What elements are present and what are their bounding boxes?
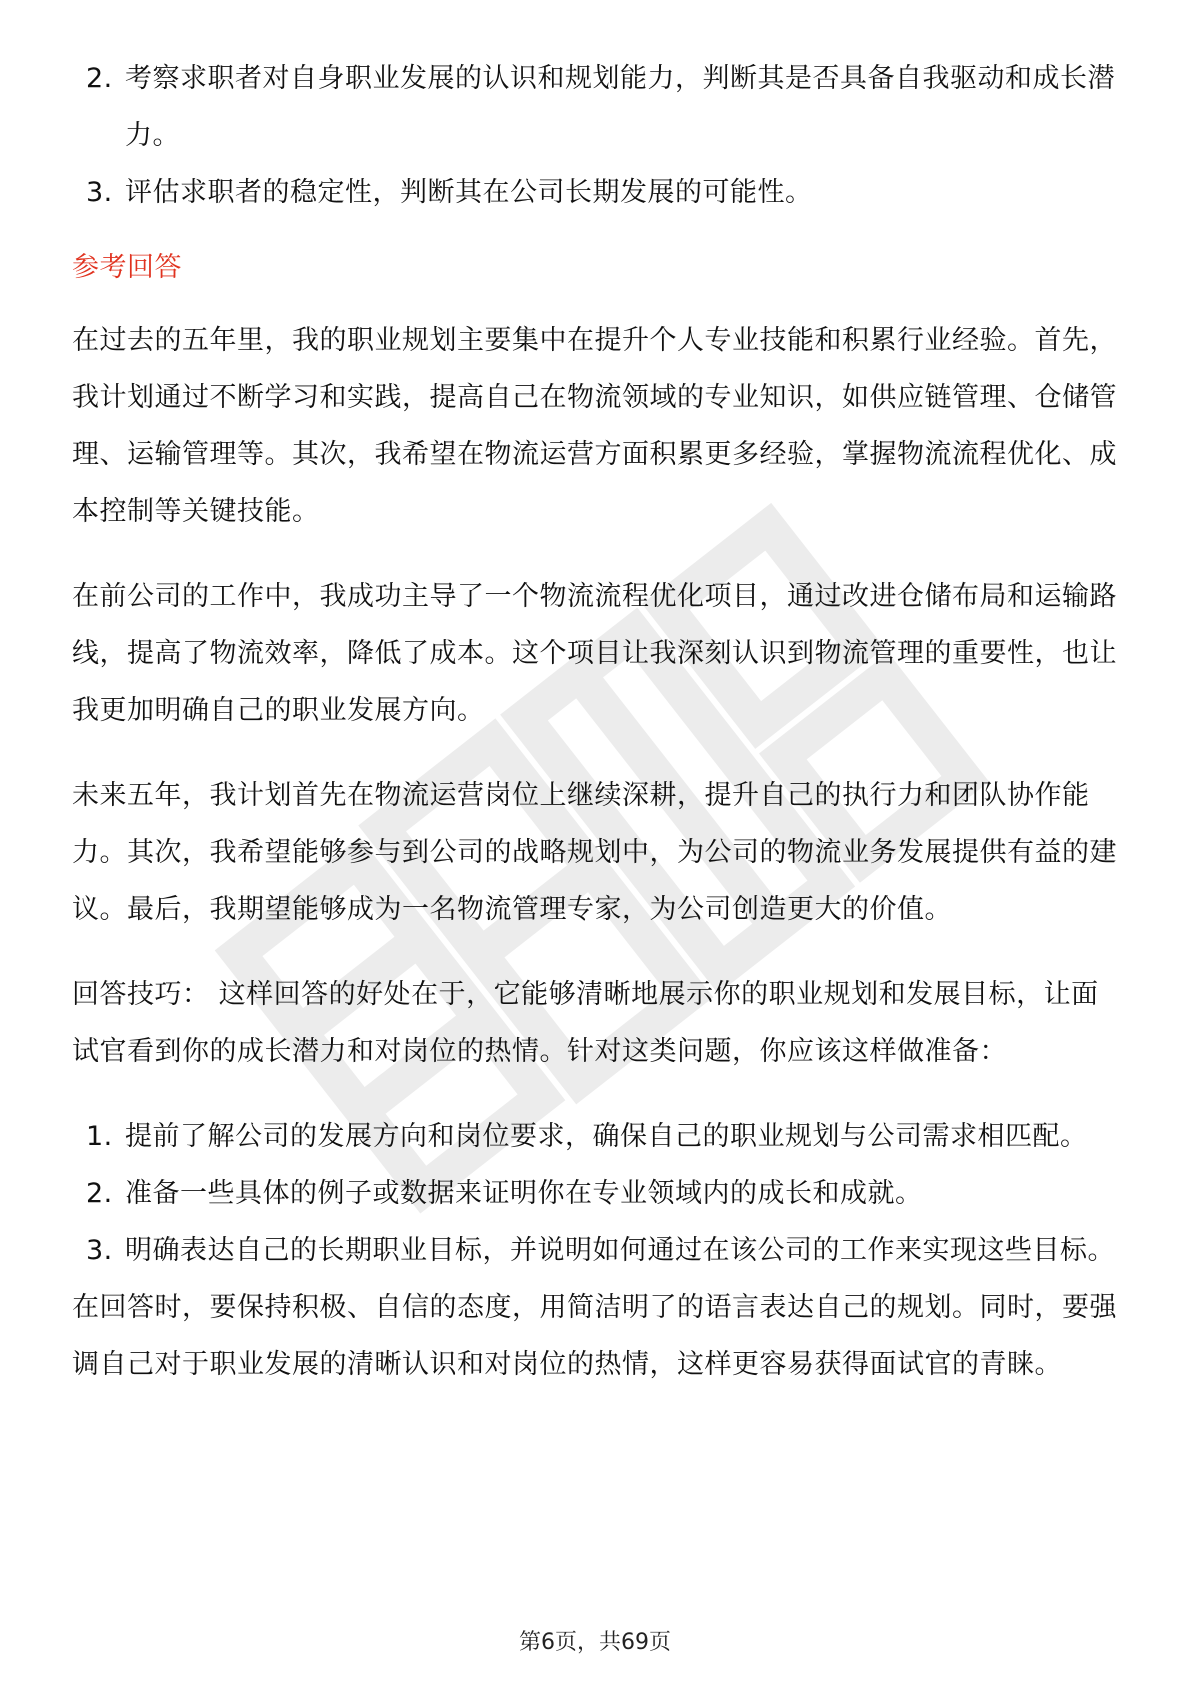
tips-intro-paragraph: 回答技巧： 这样回答的好处在于，它能够清晰地展示你的职业规划和发展目标，让面试官看到你的成长潜力和对岗位的热情。针对这类问题，你应该这样做准备： [72,979,1099,1067]
list-item-number: 2. [86,63,113,94]
closing-paragraph: 在回答时，要保持积极、自信的态度，用简洁明了的语言表达自己的规划。同时，要强调自己对于职业发展的清晰认识和对岗位的热情，这样更容易获得面试官的青睐。 [72,1292,1117,1380]
answer-paragraph: 在过去的五年里，我的职业规划主要集中在提升个人专业技能和积累行业经验。首先，我计划通过不断学习和实践，提高自己在物流领域的专业知识，如供应链管理、仓储管理、运输管理等。其次，我希望在物流运营方面积累更多经验，掌握物流流程优化、成本控制等关键技能。 [72,325,1117,527]
tips-list [72,1108,1122,1279]
answer-heading: 参考回答 [72,252,182,283]
list-item-text: 考察求职者对自身职业发展的认识和规划能力，判断其是否具备自我驱动和成长潜力。 [125,63,1115,151]
list-item [72,164,1122,221]
list-item-number: 2. [86,1178,113,1209]
answer-paragraph: 在前公司的工作中，我成功主导了一个物流流程优化项目，通过改进仓储布局和运输路线，提高了物流效率，降低了成本。这个项目让我深刻认识到物流管理的重要性，也让我更加明确自己的职业发展方向。 [72,581,1117,726]
list-item-text: 评估求职者的稳定性，判断其在公司长期发展的可能性。 [125,177,813,208]
list-item-number: 3. [86,1235,113,1266]
list-item-number: 3. [86,177,113,208]
list-item [72,1108,1122,1165]
list-item-number: 1. [86,1121,113,1152]
answer-paragraph: 未来五年，我计划首先在物流运营岗位上继续深耕，提升自己的执行力和团队协作能力。其次，我希望能够参与到公司的战略规划中，为公司的物流业务发展提供有益的建议。最后，我期望能够成为一名物流管理专家，为公司创造更大的价值。 [72,780,1117,925]
list-item [72,50,1122,164]
document-page [72,50,1122,1421]
criteria-list [72,50,1122,221]
list-item-text: 准备一些具体的例子或数据来证明你在专业领域内的成长和成就。 [125,1178,923,1209]
list-item-text: 提前了解公司的发展方向和岗位要求，确保自己的职业规划与公司需求相匹配。 [125,1121,1088,1152]
page-footer: 第6页，共69页 [519,1630,671,1655]
list-item [72,1222,1122,1279]
list-item-text: 明确表达自己的长期职业目标，并说明如何通过在该公司的工作来实现这些目标。 [125,1235,1115,1266]
list-item [72,1165,1122,1222]
